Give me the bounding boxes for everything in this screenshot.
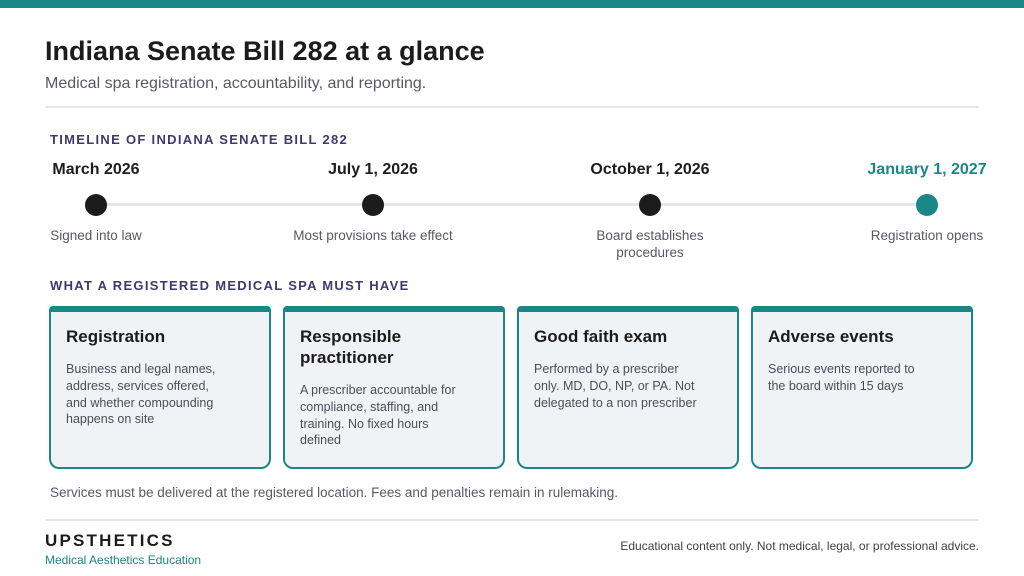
header-divider <box>45 106 979 108</box>
timeline-line <box>96 203 927 206</box>
timeline-dot <box>362 194 384 216</box>
timeline-item-october-2026 <box>550 160 750 261</box>
timeline-heading: TIMELINE OF INDIANA SENATE BILL 282 <box>50 132 349 147</box>
card-title: Good faith exam <box>534 327 668 346</box>
timeline-date: October 1, 2026 <box>590 161 710 178</box>
timeline-item-march-2026 <box>0 160 196 244</box>
disclaimer: Educational content only. Not medical, legal, or professional advice. <box>620 539 979 553</box>
footer-divider <box>45 519 979 521</box>
timeline-dot-highlighted <box>916 194 938 216</box>
card-registration <box>49 306 271 469</box>
timeline-description: Registration opens <box>870 228 984 243</box>
card-body: A prescriber accountable for compliance, staffing, and training. No fixed hours defined <box>300 383 456 448</box>
timeline-date: January 1, 2027 <box>867 161 987 178</box>
timeline-description: Signed into law <box>50 228 142 243</box>
card-good-faith-exam <box>517 306 739 469</box>
timeline-dot <box>639 194 661 216</box>
timeline-item-july-2026 <box>273 160 473 244</box>
page-title: Indiana Senate Bill 282 at a glance <box>45 36 485 66</box>
timeline-date: March 2026 <box>52 161 140 178</box>
timeline-dot <box>85 194 107 216</box>
timeline-item-january-2027 <box>827 160 1024 244</box>
timeline-description: Board establishes procedures <box>596 228 704 260</box>
top-accent-bar <box>0 0 1024 8</box>
requirements-heading: WHAT A REGISTERED MEDICAL SPA MUST HAVE <box>50 278 410 293</box>
page-subtitle: Medical spa registration, accountability, and reporting. <box>45 75 427 92</box>
card-title: Responsible practitioner <box>300 327 402 367</box>
timeline-description: Most provisions take effect <box>293 228 453 243</box>
card-title: Registration <box>66 327 166 346</box>
card-title: Adverse events <box>768 327 894 346</box>
footnote: Services must be delivered at the registered location. Fees and penalties remain in rulemaking. <box>50 485 619 500</box>
card-adverse-events <box>751 306 973 469</box>
card-body: Serious events reported to the board within 15 days <box>768 362 915 393</box>
brand-tagline: Medical Aesthetics Education <box>45 553 202 567</box>
card-body: Performed by a prescriber only. MD, DO, NP, or PA. Not delegated to a non prescriber <box>534 362 697 410</box>
timeline-date: July 1, 2026 <box>328 161 418 178</box>
brand-logo-text: UPSTHETICS <box>45 531 175 550</box>
card-responsible-practitioner <box>283 306 505 469</box>
card-body: Business and legal names, address, services offered, and whether compounding happens on site <box>66 362 216 427</box>
